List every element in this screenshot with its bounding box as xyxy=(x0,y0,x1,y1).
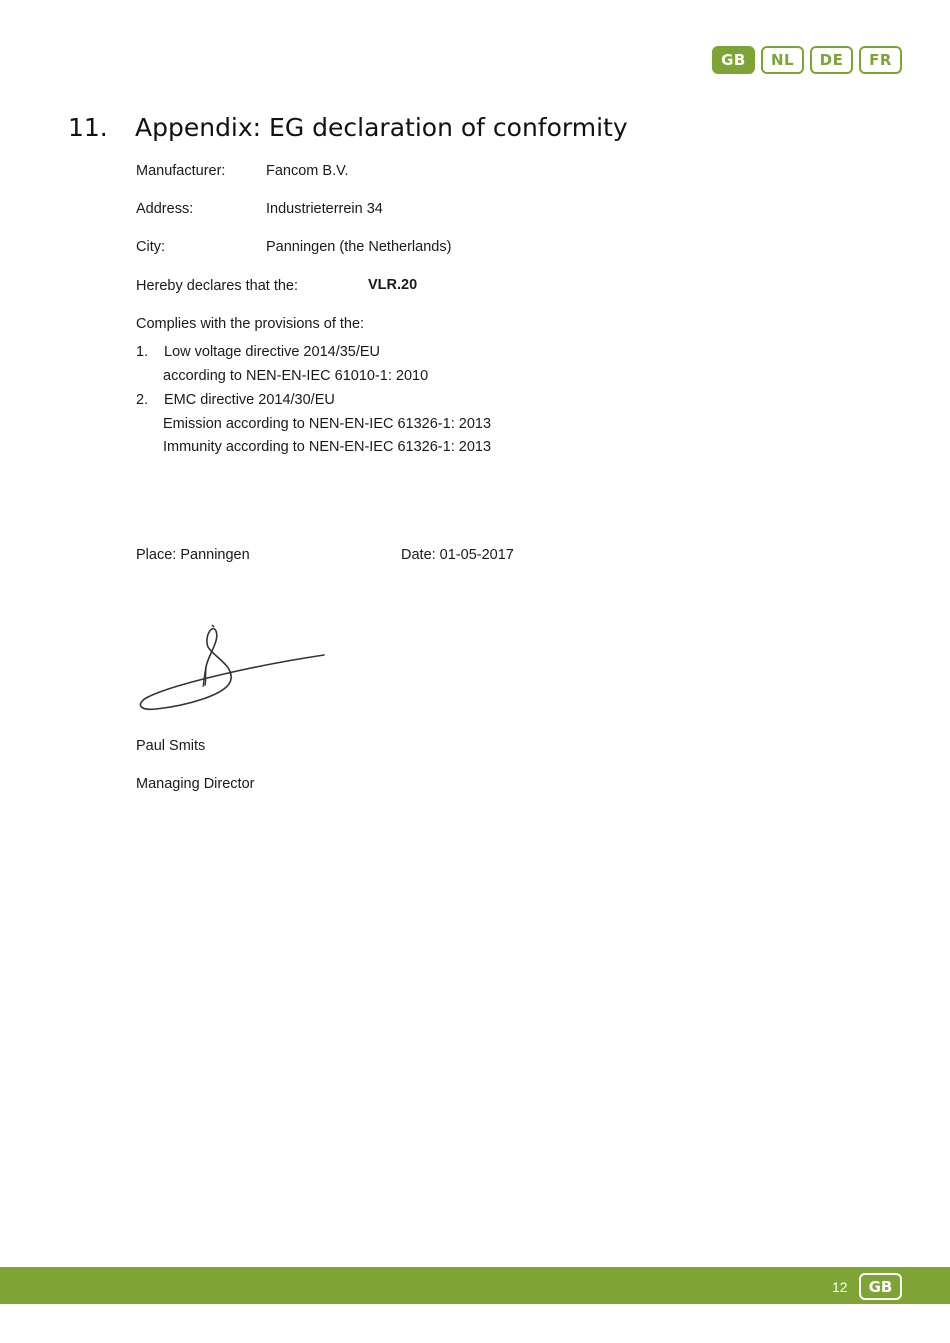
directive-2-detail-immunity: Immunity according to NEN-EN-IEC 61326-1: 2013 xyxy=(163,439,492,455)
language-tab-gb[interactable]: GB xyxy=(712,46,755,74)
directive-1-title: Low voltage directive 2014/35/EU xyxy=(164,344,381,360)
signatory-name: Paul Smits xyxy=(136,738,206,754)
section-number: 11. xyxy=(68,113,108,142)
date: Date: 01-05-2017 xyxy=(401,547,514,563)
directive-2-detail-emission: Emission according to NEN-EN-IEC 61326-1: 2013 xyxy=(163,416,492,432)
language-tab-de[interactable]: DE xyxy=(810,46,853,74)
address-label: Address: xyxy=(136,201,194,217)
complies-text: Complies with the provisions of the: xyxy=(136,316,365,332)
city-label: City: xyxy=(136,239,165,255)
declaration-row xyxy=(136,277,418,294)
language-tab-nl[interactable]: NL xyxy=(761,46,804,74)
section-title: Appendix: EG declaration of conformity xyxy=(135,113,628,142)
signatory-role: Managing Director xyxy=(136,776,255,792)
declares-label: Hereby declares that the: xyxy=(136,278,299,294)
directive-1-number: 1. xyxy=(136,344,149,360)
place: Place: Panningen xyxy=(136,547,250,563)
address-value: Industrieterrein 34 xyxy=(266,201,383,217)
city-row xyxy=(136,239,452,255)
page-number: 12 xyxy=(832,1279,848,1295)
language-selector xyxy=(712,46,902,74)
footer-language-badge: GB xyxy=(859,1273,902,1300)
address-row xyxy=(136,201,383,217)
manufacturer-row xyxy=(136,163,349,179)
signature-image xyxy=(134,617,330,717)
city-value: Panningen (the Netherlands) xyxy=(266,239,452,255)
footer-bar xyxy=(0,1267,950,1304)
directive-2-title: EMC directive 2014/30/EU xyxy=(164,392,335,408)
product-name: VLR.20 xyxy=(368,277,418,293)
directive-2-number: 2. xyxy=(136,392,149,408)
manufacturer-label: Manufacturer: xyxy=(136,163,226,179)
directive-1-detail: according to NEN-EN-IEC 61010-1: 2010 xyxy=(163,368,429,384)
manufacturer-value: Fancom B.V. xyxy=(266,163,349,179)
language-tab-fr[interactable]: FR xyxy=(859,46,902,74)
